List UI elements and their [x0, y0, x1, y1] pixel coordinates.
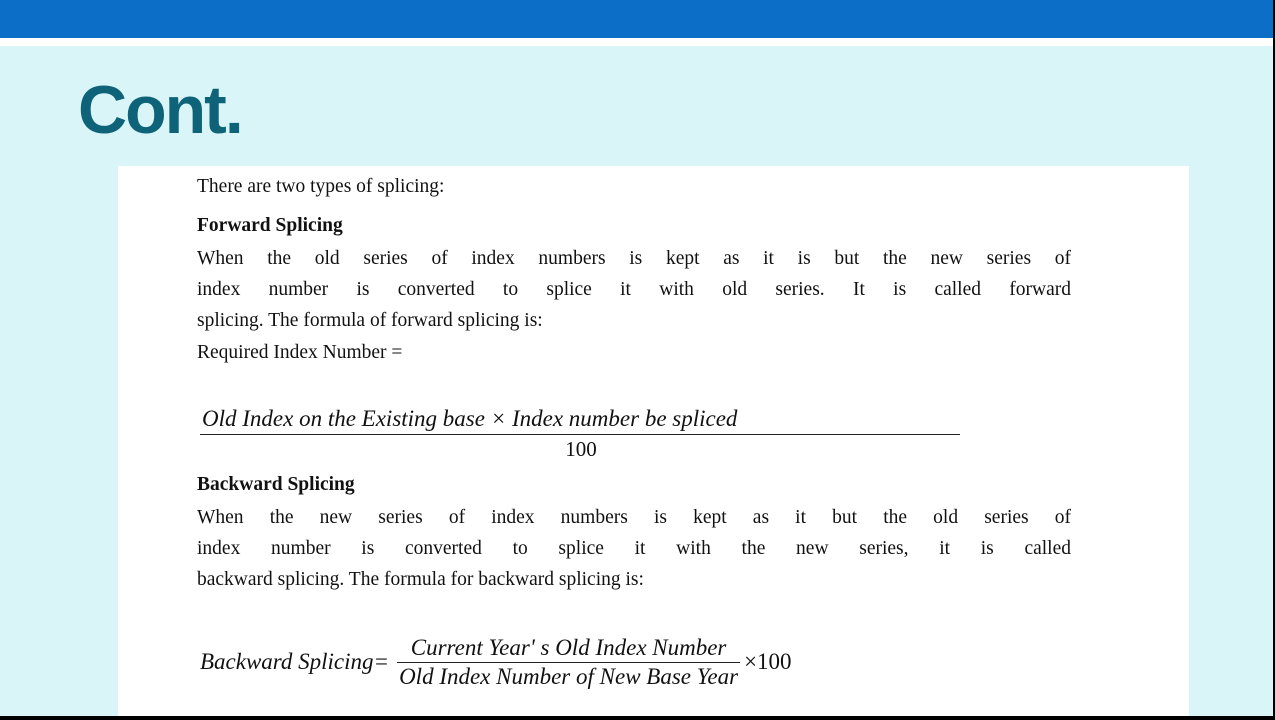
forward-formula-denominator: 100 [565, 437, 597, 461]
forward-formula-label: Required Index Number = [197, 342, 403, 363]
backward-splicing-paragraph [197, 502, 1071, 595]
intro-text: There are two types of splicing: [197, 176, 445, 197]
header-bar [0, 0, 1273, 38]
backward-formula-numerator: Current Year' s Old Index Number [410, 634, 727, 660]
backward-formula-denominator: Old Index Number of New Base Year [399, 663, 739, 689]
backward-splicing-formula [200, 632, 792, 692]
forward-splicing-formula [200, 404, 962, 463]
forward-splicing-paragraph [197, 243, 1071, 336]
backward-formula-multiplier: ×100 [744, 649, 792, 674]
backward-splicing-heading: Backward Splicing [197, 474, 355, 495]
backward-paragraph-line: index number is converted to splice it with the new series, it is called [197, 538, 1071, 559]
backward-paragraph-line: When the new series of index numbers is kept as it but the old series of [197, 507, 1071, 528]
forward-paragraph-line: When the old series of index numbers is kept as it is but the new series of [197, 248, 1071, 269]
forward-formula-numerator: Old Index on the Existing base × Index number be spliced [202, 406, 738, 431]
header-divider [0, 38, 1273, 46]
backward-formula-fraction [397, 634, 740, 691]
forward-splicing-heading: Forward Splicing [197, 215, 343, 236]
forward-paragraph-line: index number is converted to splice it with old series. It is called forward [197, 279, 1071, 300]
forward-paragraph-line: splicing. The formula of forward splicing is: [197, 310, 543, 331]
backward-paragraph-line: backward splicing. The formula for backward splicing is: [197, 569, 644, 590]
slide-title: Cont. [78, 72, 242, 148]
backward-formula-lhs: Backward Splicing= [200, 649, 390, 674]
content-panel [118, 166, 1189, 716]
